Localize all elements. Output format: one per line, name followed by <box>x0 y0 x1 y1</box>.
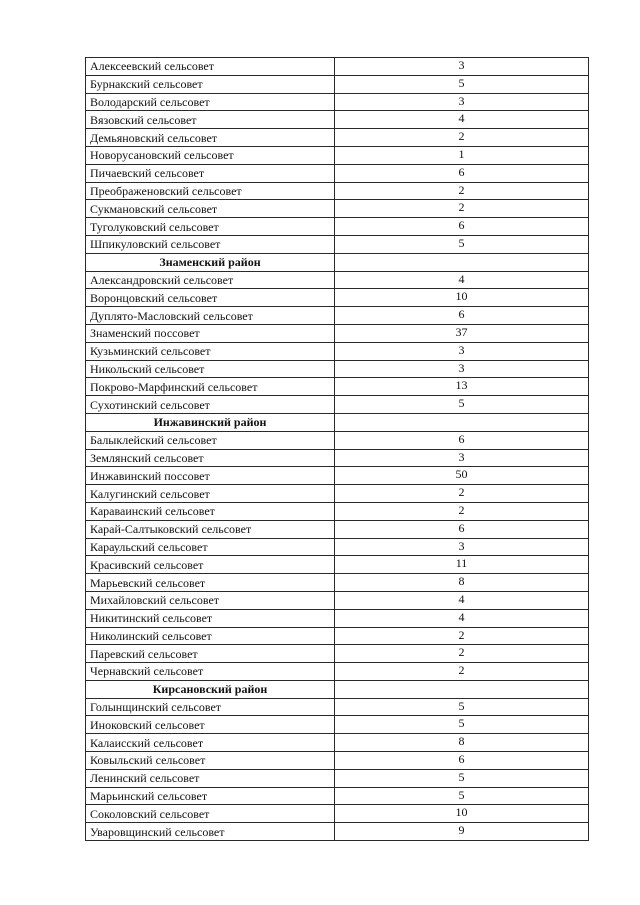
settlement-value-cell <box>335 769 589 787</box>
settlement-value-cell <box>335 182 589 200</box>
settlement-value-cell <box>335 520 589 538</box>
settlement-name: Калаисский сельсовет <box>86 734 335 752</box>
settlement-name: Марьинский сельсовет <box>86 787 335 805</box>
settlement-value: 2 <box>458 129 465 144</box>
settlement-value-cell <box>335 431 589 449</box>
settlement-value-cell <box>335 75 589 93</box>
settlement-name: Балыклейский сельсовет <box>86 431 335 449</box>
settlement-value-cell <box>335 58 589 76</box>
settlement-value-cell <box>335 218 589 236</box>
settlement-value: 10 <box>455 289 468 304</box>
settlement-value: 9 <box>458 823 465 838</box>
settlement-name: Караульский сельсовет <box>86 538 335 556</box>
settlement-name: Володарский сельсовет <box>86 93 335 111</box>
table-row <box>86 467 589 485</box>
table-row <box>86 787 589 805</box>
settlement-value-cell <box>335 609 589 627</box>
settlement-name: Знаменский поссовет <box>86 324 335 342</box>
table-row <box>86 396 589 414</box>
table-row <box>86 538 589 556</box>
table-row <box>86 520 589 538</box>
settlement-name: Покрово-Марфинский сельсовет <box>86 378 335 396</box>
settlement-value-cell <box>335 663 589 681</box>
settlement-name: Алексеевский сельсовет <box>86 58 335 76</box>
settlement-value-cell <box>335 502 589 520</box>
settlement-value-cell <box>335 235 589 253</box>
settlement-value: 3 <box>458 93 465 108</box>
settlement-value: 2 <box>458 182 465 197</box>
settlement-value-cell <box>335 360 589 378</box>
table-row <box>86 609 589 627</box>
settlement-value-cell <box>335 698 589 716</box>
settlement-value: 8 <box>458 734 465 749</box>
table-row <box>86 823 589 841</box>
settlement-value-cell <box>335 396 589 414</box>
settlement-name: Преображеновский сельсовет <box>86 182 335 200</box>
settlement-name: Александровский сельсовет <box>86 271 335 289</box>
settlement-name: Михайловский сельсовет <box>86 591 335 609</box>
settlement-name: Паревский сельсовет <box>86 645 335 663</box>
settlement-value: 5 <box>458 716 465 731</box>
settlement-value: 4 <box>458 609 465 624</box>
settlement-name: Уваровщинский сельсовет <box>86 823 335 841</box>
table-row <box>86 58 589 76</box>
settlement-value-cell <box>335 378 589 396</box>
settlement-value-cell <box>335 752 589 770</box>
table-row <box>86 75 589 93</box>
district-header-row <box>86 413 589 431</box>
table-row <box>86 645 589 663</box>
settlement-name: Вязовский сельсовет <box>86 111 335 129</box>
settlement-value-cell <box>335 271 589 289</box>
settlement-value: 5 <box>458 235 465 250</box>
settlement-value-cell <box>335 645 589 663</box>
settlement-name: Карай-Салтыковский сельсовет <box>86 520 335 538</box>
settlement-value: 6 <box>458 307 465 322</box>
settlement-value: 5 <box>458 75 465 90</box>
table-row <box>86 752 589 770</box>
settlement-value: 5 <box>458 769 465 784</box>
table-row <box>86 200 589 218</box>
settlement-value: 2 <box>458 485 465 500</box>
district-value-cell <box>335 680 589 698</box>
settlement-value: 4 <box>458 111 465 126</box>
table-row <box>86 324 589 342</box>
settlement-name: Иноковский сельсовет <box>86 716 335 734</box>
table-row <box>86 289 589 307</box>
settlement-value-cell <box>335 627 589 645</box>
settlement-name: Бурнакский сельсовет <box>86 75 335 93</box>
table-row <box>86 235 589 253</box>
settlement-name: Никитинский сельсовет <box>86 609 335 627</box>
table-row <box>86 591 589 609</box>
settlement-value: 2 <box>458 627 465 642</box>
settlement-value-cell <box>335 787 589 805</box>
settlement-value-cell <box>335 129 589 147</box>
settlement-value-cell <box>335 146 589 164</box>
settlement-value-cell <box>335 200 589 218</box>
settlements-table-body <box>86 58 589 841</box>
settlement-value: 5 <box>458 396 465 411</box>
settlement-value-cell <box>335 485 589 503</box>
settlement-name: Дуплято-Масловский сельсовет <box>86 307 335 325</box>
settlement-value: 2 <box>458 645 465 660</box>
table-row <box>86 734 589 752</box>
settlement-value: 4 <box>458 591 465 606</box>
settlement-value-cell <box>335 449 589 467</box>
settlement-value-cell <box>335 734 589 752</box>
settlement-name: Кузьминский сельсовет <box>86 342 335 360</box>
table-row <box>86 627 589 645</box>
settlement-value: 6 <box>458 218 465 233</box>
settlement-name: Николинский сельсовет <box>86 627 335 645</box>
settlement-name: Воронцовский сельсовет <box>86 289 335 307</box>
settlement-value: 3 <box>458 342 465 357</box>
settlement-name: Караваинский сельсовет <box>86 502 335 520</box>
district-header-row <box>86 680 589 698</box>
district-name: Инжавинский район <box>86 413 335 431</box>
settlement-value: 5 <box>458 787 465 802</box>
table-row <box>86 698 589 716</box>
table-row <box>86 129 589 147</box>
table-row <box>86 574 589 592</box>
table-row <box>86 805 589 823</box>
table-row <box>86 663 589 681</box>
settlement-value: 5 <box>458 698 465 713</box>
table-row <box>86 218 589 236</box>
settlement-value: 50 <box>455 467 468 482</box>
settlement-value: 3 <box>458 538 465 553</box>
table-row <box>86 146 589 164</box>
settlement-value: 4 <box>458 271 465 286</box>
settlement-value-cell <box>335 324 589 342</box>
settlement-value: 3 <box>458 58 465 72</box>
settlement-value-cell <box>335 467 589 485</box>
settlement-value: 3 <box>458 360 465 375</box>
settlement-value: 37 <box>455 324 468 339</box>
settlement-name: Ковыльский сельсовет <box>86 752 335 770</box>
table-row <box>86 716 589 734</box>
table-row <box>86 111 589 129</box>
district-header-row <box>86 253 589 271</box>
settlement-value: 2 <box>458 663 465 678</box>
district-value-cell <box>335 253 589 271</box>
table-row <box>86 378 589 396</box>
settlement-value-cell <box>335 111 589 129</box>
settlement-name: Туголуковский сельсовет <box>86 218 335 236</box>
settlement-value-cell <box>335 307 589 325</box>
settlement-value-cell <box>335 289 589 307</box>
settlement-value: 13 <box>455 378 468 393</box>
settlement-value: 11 <box>455 556 468 571</box>
settlement-value: 6 <box>458 520 465 535</box>
table-row <box>86 182 589 200</box>
settlement-value-cell <box>335 342 589 360</box>
table-row <box>86 271 589 289</box>
table-row <box>86 342 589 360</box>
settlement-value: 3 <box>458 449 465 464</box>
settlement-value-cell <box>335 823 589 841</box>
district-name: Знаменский район <box>86 253 335 271</box>
settlement-name: Красивский сельсовет <box>86 556 335 574</box>
table-row <box>86 307 589 325</box>
table-row <box>86 93 589 111</box>
settlement-name: Ленинский сельсовет <box>86 769 335 787</box>
settlement-name: Сухотинский сельсовет <box>86 396 335 414</box>
settlement-name: Шпикуловский сельсовет <box>86 235 335 253</box>
settlement-name: Никольский сельсовет <box>86 360 335 378</box>
settlement-name: Пичаевский сельсовет <box>86 164 335 182</box>
settlement-value: 6 <box>458 431 465 446</box>
settlement-value: 10 <box>455 805 468 820</box>
table-row <box>86 769 589 787</box>
settlement-value-cell <box>335 164 589 182</box>
settlements-table <box>85 57 589 841</box>
settlement-name: Новорусановский сельсовет <box>86 146 335 164</box>
table-row <box>86 449 589 467</box>
settlement-name: Голынщинский сельсовет <box>86 698 335 716</box>
table-row <box>86 485 589 503</box>
district-value-cell <box>335 413 589 431</box>
settlement-name: Соколовский сельсовет <box>86 805 335 823</box>
settlement-name: Калугинский сельсовет <box>86 485 335 503</box>
settlement-name: Землянский сельсовет <box>86 449 335 467</box>
settlement-value: 1 <box>458 146 465 161</box>
settlement-value-cell <box>335 93 589 111</box>
settlement-value: 6 <box>458 164 465 179</box>
settlement-value: 8 <box>458 574 465 589</box>
settlement-value-cell <box>335 716 589 734</box>
table-row <box>86 360 589 378</box>
settlement-value-cell <box>335 574 589 592</box>
settlement-name: Инжавинский поссовет <box>86 467 335 485</box>
settlement-name: Чернавский сельсовет <box>86 663 335 681</box>
settlement-name: Марьевский сельсовет <box>86 574 335 592</box>
table-row <box>86 431 589 449</box>
table-row <box>86 164 589 182</box>
settlement-name: Демьяновский сельсовет <box>86 129 335 147</box>
table-row <box>86 556 589 574</box>
settlement-name: Сукмановский сельсовет <box>86 200 335 218</box>
district-name: Кирсановский район <box>86 680 335 698</box>
settlement-value-cell <box>335 591 589 609</box>
settlement-value: 2 <box>458 200 465 215</box>
table-row <box>86 502 589 520</box>
settlement-value: 6 <box>458 752 465 767</box>
settlement-value-cell <box>335 556 589 574</box>
settlement-value: 2 <box>458 502 465 517</box>
settlement-value-cell <box>335 805 589 823</box>
settlement-value-cell <box>335 538 589 556</box>
